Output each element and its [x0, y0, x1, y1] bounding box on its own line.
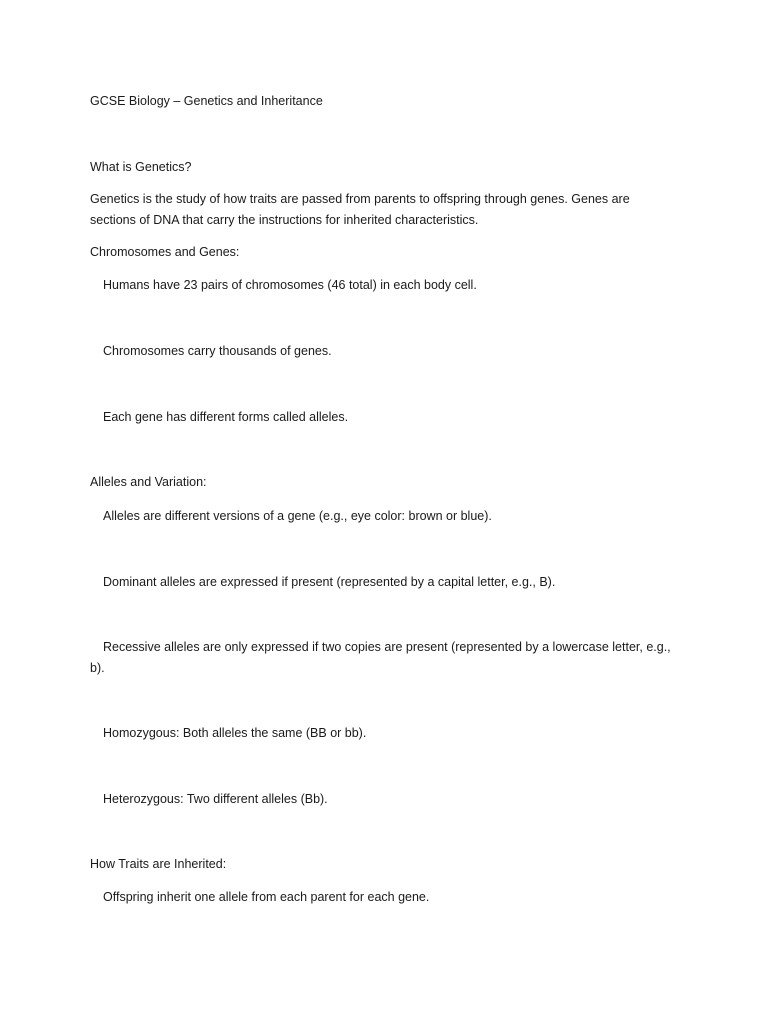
chromosomes-point: Each gene has different forms called alleles. [103, 410, 349, 424]
section-heading-genetics: What is Genetics? [90, 160, 192, 174]
section-heading-inheritance: How Traits are Inherited: [90, 857, 227, 871]
alleles-point: Dominant alleles are expressed if present (represented by a capital letter, e.g., B). [103, 575, 556, 589]
alleles-point: Heterozygous: Two different alleles (Bb). [103, 792, 328, 806]
section-heading-alleles: Alleles and Variation: [90, 475, 207, 489]
alleles-point: Homozygous: Both alleles the same (BB or bb). [103, 726, 367, 740]
chromosomes-point: Humans have 23 pairs of chromosomes (46 total) in each body cell. [103, 278, 477, 292]
alleles-point: Recessive alleles are only expressed if two copies are present (represented by a lowercase letter, e.g., b). [90, 640, 671, 675]
inheritance-point: Offspring inherit one allele from each parent for each gene. [103, 890, 430, 904]
genetics-paragraph: Genetics is the study of how traits are passed from parents to offspring through genes. Genes are sections of DNA that carry the instructions for inherited characteristics. [90, 192, 630, 227]
chromosomes-point: Chromosomes carry thousands of genes. [103, 344, 332, 358]
section-heading-chromosomes: Chromosomes and Genes: [90, 245, 240, 259]
alleles-point: Alleles are different versions of a gene (e.g., eye color: brown or blue). [103, 509, 492, 523]
document-title: GCSE Biology – Genetics and Inheritance [90, 94, 323, 108]
